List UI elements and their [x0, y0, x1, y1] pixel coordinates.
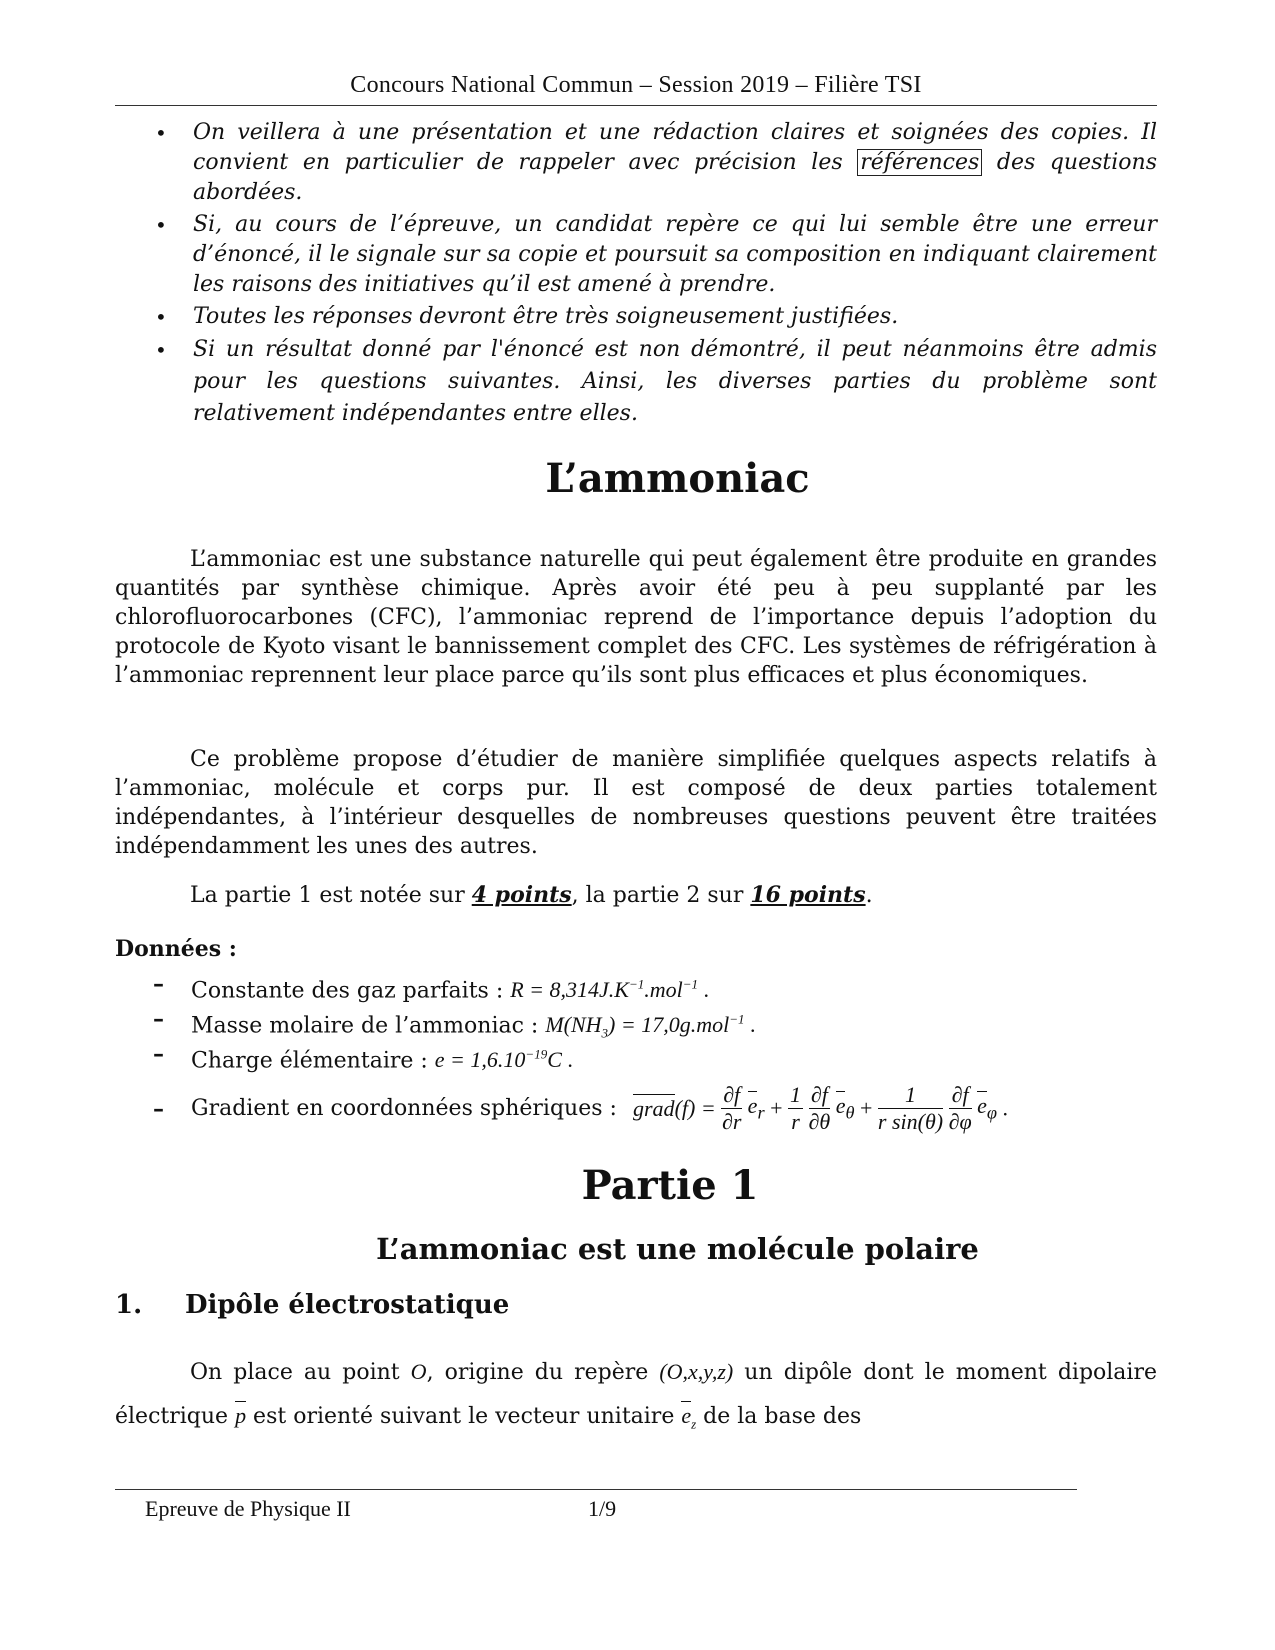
- dash-icon: –: [153, 1041, 164, 1067]
- document-title: L’ammoniac: [545, 455, 810, 502]
- header-rule: [115, 105, 1157, 106]
- footer-title: Epreuve de Physique II: [145, 1496, 351, 1521]
- gradient-item: – Gradient en coordonnées sphériques : grad(f) = $\frac{\partial f}{\partial r}$ $e_r$ + $\frac{1}{r}$ $\frac{\partial f}{\partial\theta}$ $e_\theta$ + $\frac{1}{\text{r sin(θ)}}$ $\frac{\partial f}{\partial\varphi}$ $e_\varphi$ .: [153, 1082, 1009, 1134]
- section-heading: 1. Dipôle électrostatique: [115, 1290, 510, 1320]
- instructions-list: [115, 118, 1157, 432]
- gas-constant-formula: $R = 8,314J.K^{-1}.mol^{-1}$ .: [510, 977, 710, 1003]
- molar-mass-formula: $M(NH_3) = 17,0g.mol^{-1}$ .: [545, 1012, 756, 1041]
- part1-points: 4 points: [471, 882, 572, 908]
- gradient-formula: grad(f) = $\frac{\partial f}{\partial r}$ $e_r$ + $\frac{1}{r}$ $\frac{\partial f}{\partial\theta}$ $e_\theta$ + $\frac{1}{\text{r sin(θ)}}$ $\frac{\partial f}{\partial\varphi}$ $e_\varphi$ .: [633, 1082, 1009, 1134]
- section-paragraph: On place au point O, origine du repère (O,x,y,z) un dipôle dont le moment dipolaire électrique p est orienté suivant le vecteur unitaire $e_z$ de la base des: [115, 1359, 1157, 1432]
- part-subtitle: L’ammoniac est une molécule polaire: [376, 1232, 979, 1266]
- data-heading: Données :: [115, 936, 237, 962]
- dash-icon: –: [153, 1096, 164, 1122]
- bullet-icon: •: [155, 213, 167, 237]
- data-item: – Constante des gaz parfaits : $R = 8,314J.K^{-1}.mol^{-1}$ .: [153, 971, 710, 1004]
- page-number: 1/9: [588, 1496, 617, 1521]
- instruction-item: • Si, au cours de l’épreuve, un candidat repère ce qui lui semble être une erreur d’énoncé, il le signale sur sa copie et poursuit sa composition en indiquant clairement les raisons des initiatives qu’il est amené à prendre.: [155, 212, 1157, 297]
- bullet-icon: •: [155, 305, 167, 329]
- intro-paragraph-2: Ce problème propose d’étudier de manière simplifiée quelques aspects relatifs à l’ammoniac, molécule et corps pur. Il est composé de deux parties totalement indépendantes, à l’intérieur desquelles de nombreuses questions peuvent être traitées indépendamment les unes des autres.: [115, 747, 1157, 859]
- data-item: – Charge élémentaire : $e = 1,6.10^{-19}C$ .: [153, 1041, 573, 1074]
- instruction-item: • On veillera à une présentation et une rédaction claires et soignées des copies. Il convient en particulier de rappeler avec précision les références des questions abordées.: [155, 120, 1157, 205]
- bullet-icon: •: [155, 338, 167, 362]
- intro-paragraph-1: L’ammoniac est une substance naturelle qui peut également être produite en grandes quantités par synthèse chimique. Après avoir été peu à peu supplanté par les chlorofluorocarbones (CFC), l’ammoniac reprend de l’importance depuis l’adoption du protocole de Kyoto visant le bannissement complet des CFC. Les systèmes de réfrigération à l’ammoniac reprennent leur place parce qu’ils sont plus efficaces et plus économiques.: [115, 547, 1157, 688]
- page-header: Concours National Commun – Session 2019 – Filière TSI: [350, 72, 922, 98]
- part-heading: Partie 1: [581, 1162, 759, 1209]
- dash-icon: –: [153, 971, 164, 997]
- data-list: [115, 970, 1157, 1075]
- instruction-item: • Toutes les réponses devront être très soigneusement justifiées.: [115, 302, 1157, 332]
- grading-paragraph: La partie 1 est notée sur 4 points, la partie 2 sur 16 points.: [190, 882, 873, 908]
- boxed-word: références: [857, 149, 982, 176]
- instruction-item: • Si un résultat donné par l'énoncé est non démontré, il peut néanmoins être admis pour les questions suivantes. Ainsi, les diverses parties du problème sont relativement indépendantes entre elles.: [115, 334, 1157, 430]
- bullet-icon: •: [155, 121, 167, 145]
- footer-rule: [115, 1489, 1077, 1490]
- dash-icon: –: [153, 1006, 164, 1032]
- data-item: – Masse molaire de l’ammoniac : $M(NH_3) = 17,0g.mol^{-1}$ .: [153, 1006, 756, 1041]
- charge-formula: $e = 1,6.10^{-19}C$ .: [434, 1047, 573, 1073]
- part2-points: 16 points: [750, 882, 866, 908]
